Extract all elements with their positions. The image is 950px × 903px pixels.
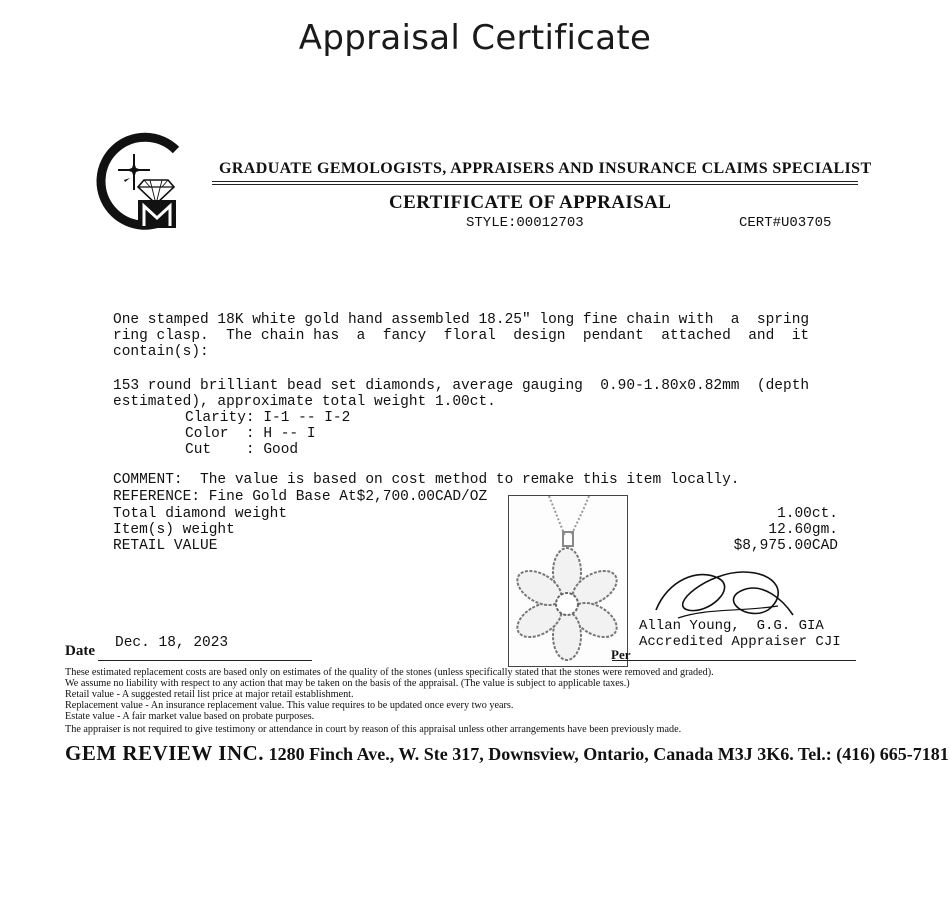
description-line: 153 round brilliant bead set diamonds, average gauging 0.90-1.80x0.82mm (depth xyxy=(113,378,810,394)
pendant-photo xyxy=(508,495,631,667)
date-line xyxy=(98,660,312,661)
date-value: Dec. 18, 2023 xyxy=(115,635,229,651)
company-address: 1280 Finch Ave., W. Ste 317, Downsview, Ontario, Canada M3J 3K6. Tel.: (416) 665-7181 xyxy=(268,744,949,764)
appraiser-name: Allan Young, G.G. GIA xyxy=(639,618,824,634)
retail-value-amount: $8,975.00CAD xyxy=(733,538,838,554)
company-name: GEM REVIEW INC. xyxy=(65,741,265,765)
item-weight-label: Item(s) weight xyxy=(113,522,235,538)
per-label: Per xyxy=(611,647,631,662)
date-label: Date xyxy=(65,643,95,659)
disclaimer-line: We assume no liability with respect to any action that may be taken on the basis of the appraisal. (The value is subject to applicable taxes.) xyxy=(65,678,630,689)
disclaimer-line: Retail value - A suggested retail list price at major retail establishment. xyxy=(65,689,354,700)
color-spec: Color : H -- I xyxy=(185,426,316,442)
certificate-number: CERT#U03705 xyxy=(739,215,832,231)
certificate-title: CERTIFICATE OF APPRAISAL xyxy=(389,192,672,213)
flower-pendant-image xyxy=(509,496,627,666)
header-rule-top xyxy=(212,181,858,182)
item-weight-value: 12.60gm. xyxy=(768,522,838,538)
cut-spec: Cut : Good xyxy=(185,442,299,458)
disclaimer-line: Replacement value - An insurance replacement value. This value requires to be updated once every two years. xyxy=(65,700,514,711)
retail-value-label: RETAIL VALUE xyxy=(113,538,218,554)
disclaimer-line: Estate value - A fair market value based on probate purposes. xyxy=(65,711,315,722)
clarity-spec: Clarity: I-1 -- I-2 xyxy=(185,410,351,426)
organization-heading: GRADUATE GEMOLOGISTS, APPRAISERS AND INSURANCE CLAIMS SPECIALIST xyxy=(219,160,872,177)
page-title: Appraisal Certificate xyxy=(298,18,652,58)
company-logo xyxy=(94,132,186,232)
style-number: STYLE:00012703 xyxy=(466,215,584,231)
disclaimer-line: These estimated replacement costs are based only on estimates of the quality of the stones (unless specifically stated that the stones were removed and graded). xyxy=(65,667,714,678)
disclaimer-line: The appraiser is not required to give testimony or attendance in court by reason of this appraisal unless other arrangements have been previously made. xyxy=(65,724,682,735)
description-line: contain(s): xyxy=(113,344,209,360)
description-line: ring clasp. The chain has a fancy floral design pendant attached and it xyxy=(113,328,810,344)
comment: COMMENT: The value is based on cost method to remake this item locally. xyxy=(113,472,740,488)
reference: REFERENCE: Fine Gold Base At$2,700.00CAD/OZ xyxy=(113,489,488,505)
item-description xyxy=(113,312,809,360)
description-line: estimated), approximate total weight 1.00ct. xyxy=(113,394,496,410)
gem-diamond-logo-icon xyxy=(94,132,186,232)
header-rule-bottom xyxy=(212,184,858,185)
total-diamond-weight-label: Total diamond weight xyxy=(113,506,288,522)
signature-line xyxy=(612,660,856,661)
total-diamond-weight-value: 1.00ct. xyxy=(777,506,838,522)
company-footer xyxy=(65,741,949,766)
description-line: One stamped 18K white gold hand assembled 18.25" long fine chain with a spring xyxy=(113,312,810,328)
appraiser-title: Accredited Appraiser CJI xyxy=(639,634,841,650)
diamond-description xyxy=(113,378,809,410)
